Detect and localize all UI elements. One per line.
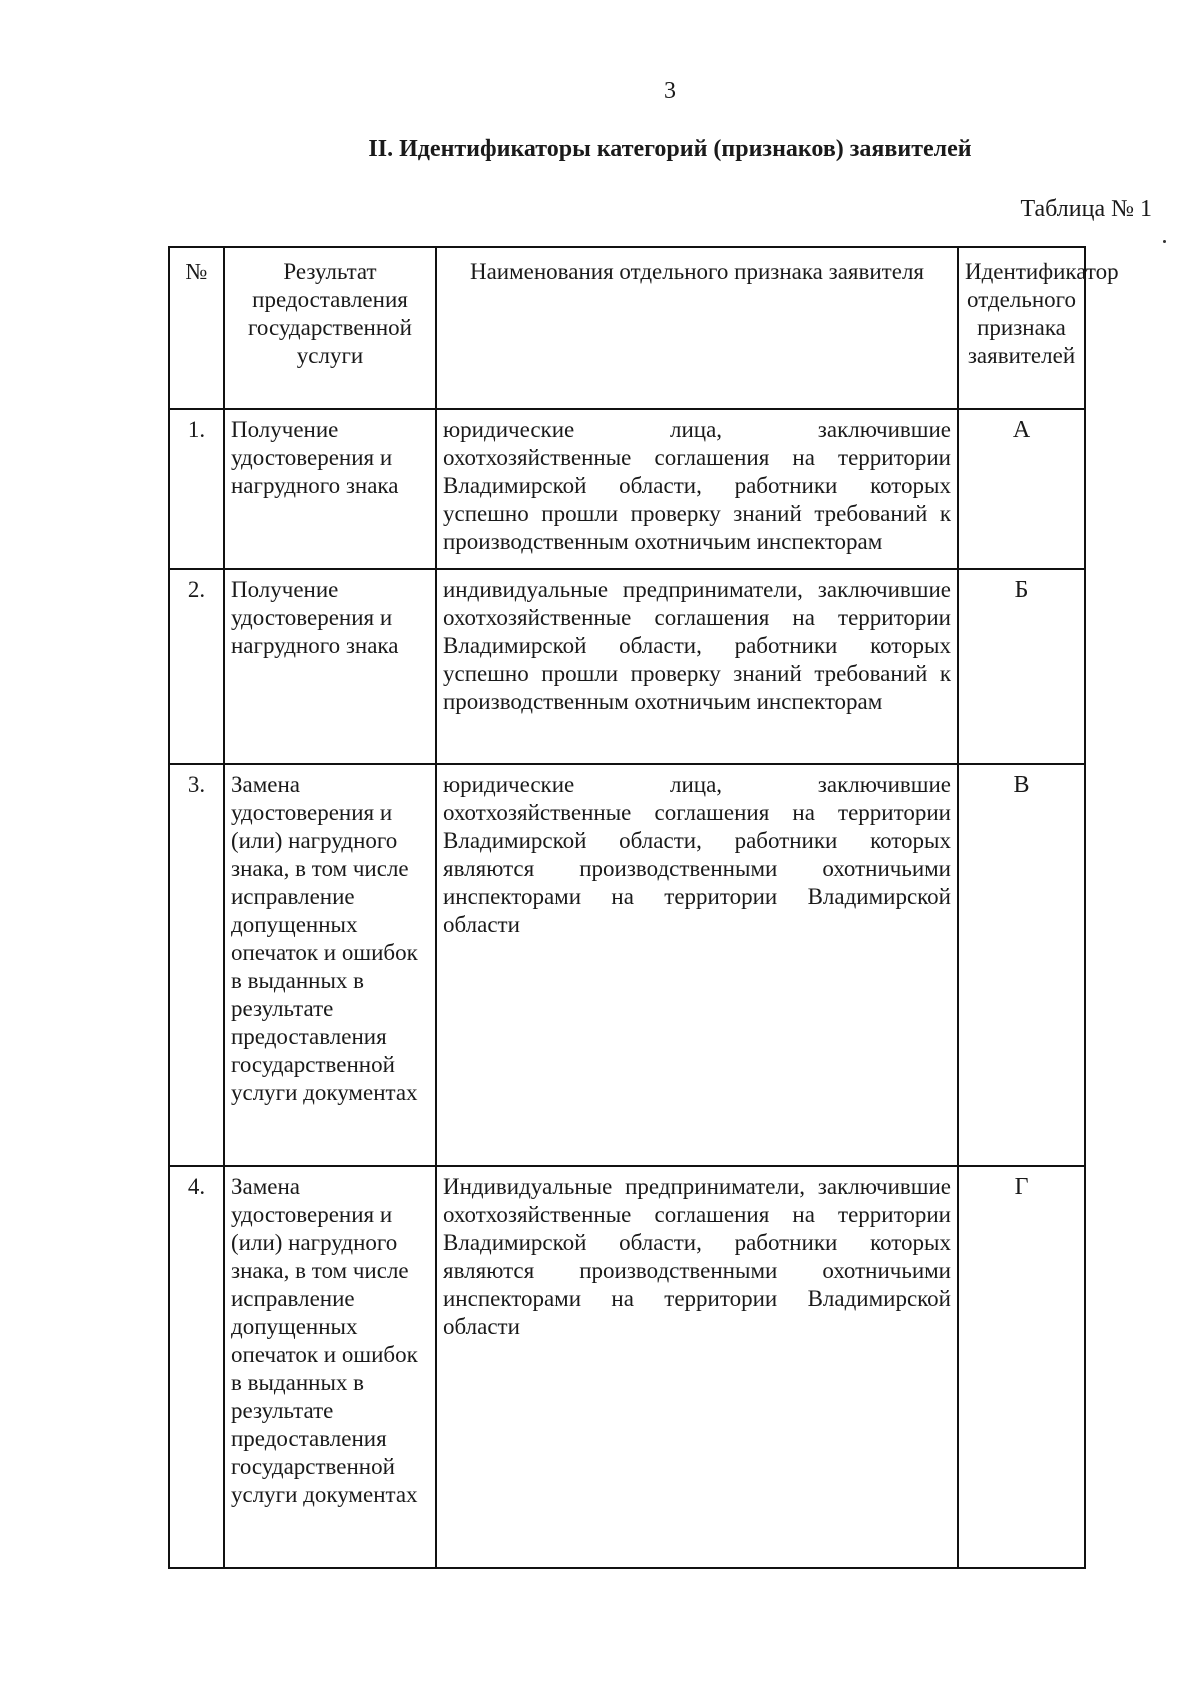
row-result: Замена удостоверения и (или) нагрудного знака, в том числе исправление допущенных опечаток и ошибок в выданных в результате предоставления государственной услуги документах [224,1166,436,1568]
row-identifier: Г [958,1166,1085,1568]
row-feature-name: Индивидуальные предприниматели, заключившие охотхозяйственные соглашения на территории Владимирской области, работники которых являются производственными охотничьими инспекторами на территории Владимирской области [436,1166,958,1568]
row-feature-name: индивидуальные предприниматели, заключившие охотхозяйственные соглашения на территории Владимирской области, работники которых успешно прошли проверку знаний требований к производственным охотничьим инспекторам [436,569,958,764]
row-feature-name: юридические лица, заключившие охотхозяйственные соглашения на территории Владимирской области, работники которых успешно прошли проверку знаний требований к производственным охотничьим инспекторам [436,409,958,569]
row-identifier: А [958,409,1085,569]
row-number: 1. [169,409,224,569]
table-row [169,569,1085,764]
row-result: Получение удостоверения и нагрудного знака [224,409,436,569]
page-number: 3 [664,78,676,104]
table-row [169,1166,1085,1568]
row-feature-name: юридические лица, заключившие охотхозяйственные соглашения на территории Владимирской области, работники которых являются производственными охотничьими инспекторами на территории Владимирской области [436,764,958,1166]
row-number: 2. [169,569,224,764]
header-feature-name: Наименования отдельного признака заявителя [436,247,958,409]
row-number: 3. [169,764,224,1166]
row-result: Получение удостоверения и нагрудного знака [224,569,436,764]
row-identifier: Б [958,569,1085,764]
section-title: II. Идентификаторы категорий (признаков) заявителей [368,136,972,162]
table-row [169,409,1085,569]
header-result: Результат предоставления государственной услуги [224,247,436,409]
applicant-categories-table [168,246,1119,1569]
header-number: № [169,247,224,409]
table-header-row [169,247,1085,409]
table-row [169,764,1085,1166]
header-identifier: Идентификатор отдельного признака заявителей [958,247,1085,409]
row-number: 4. [169,1166,224,1568]
row-result: Замена удостоверения и (или) нагрудного знака, в том числе исправление допущенных опечаток и ошибок в выданных в результате предоставления государственной услуги документах [224,764,436,1166]
table-caption: Таблица № 1 [1020,196,1152,222]
scan-artifact-dot [1163,240,1166,243]
row-identifier: В [958,764,1085,1166]
